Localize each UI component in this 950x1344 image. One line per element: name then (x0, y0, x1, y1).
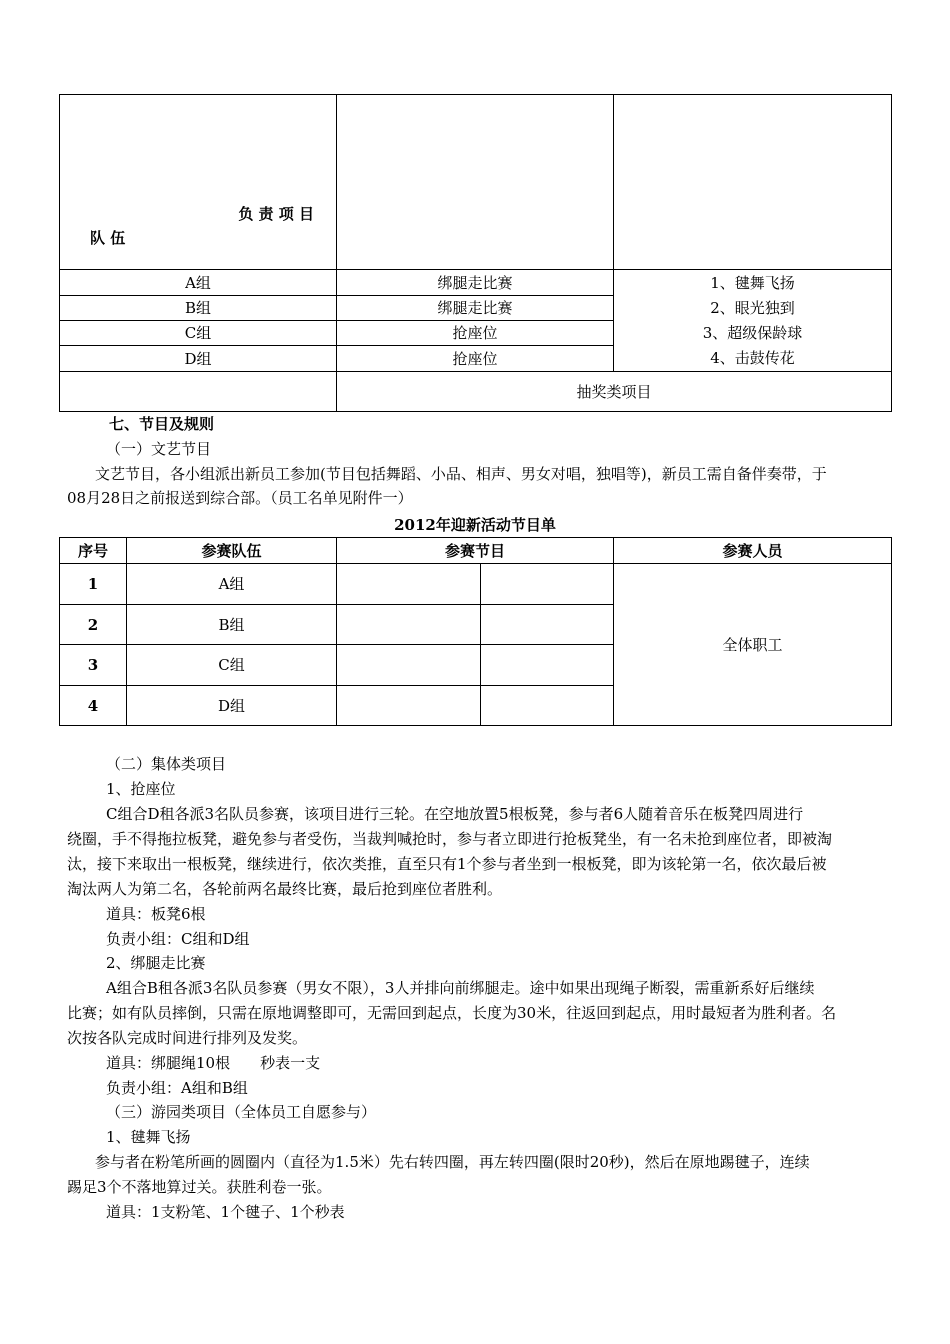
row-number: 3 (60, 645, 127, 686)
lottery-cell: 抽奖类项目 (337, 372, 892, 412)
team-cell: C组 (60, 321, 337, 346)
team-cell: A组 (60, 270, 337, 296)
game-item: 1、毽舞飞扬 (710, 273, 795, 292)
empty-cell (481, 645, 614, 686)
item-title: 1、抢座位 (106, 780, 176, 798)
program-table-title: 2012年迎新活动节目单 (394, 516, 556, 534)
empty-cell (337, 605, 481, 645)
team-cell: A组 (127, 564, 337, 605)
row-number: 4 (60, 686, 127, 726)
paragraph-line: 参与者在粉笔所画的圆圈内（直径为1.5米）先右转四圈，再左转四圈(限时20秒)，然后在原地踢毽子，连续 (95, 1153, 810, 1171)
empty-cell (481, 686, 614, 726)
project-cell: 抢座位 (337, 321, 614, 346)
empty-cell (337, 564, 481, 605)
subsection-heading: （三）游园类项目（全体员工自愿参与） (106, 1103, 377, 1121)
game-item: 3、超级保龄球 (702, 323, 803, 342)
project-cell: 绑腿走比赛 (337, 270, 614, 296)
team-cell: B组 (127, 605, 337, 645)
subsection-heading: （二）集体类项目 (106, 755, 227, 773)
row-number: 2 (60, 605, 127, 645)
staff-cell: 全体职工 (614, 564, 892, 726)
item-title: 1、毽舞飞扬 (106, 1128, 191, 1146)
project-cell: 抢座位 (337, 346, 614, 372)
paragraph-line: 绕圈，手不得拖拉板凳，避免参与者受伤，当裁判喊抢时，参与者立即进行抢板凳坐，有一名未抢到座位者，即被淘 (67, 830, 833, 848)
empty-cell (60, 372, 337, 412)
props-line: 道具：板凳6根 (106, 905, 206, 923)
header-project: 负 责 项 目 (238, 205, 314, 223)
paragraph-line: 淘汰两人为第二名，各轮前两名最终比赛，最后抢到座位者胜利。 (67, 880, 503, 898)
game-item: 2、眼光独到 (710, 298, 795, 317)
header-cell: 序号 (60, 538, 127, 564)
paragraph-line: 文艺节目，各小组派出新员工参加(节目包括舞蹈、小品、相声、男女对唱，独唱等)，新员工需自备伴奏带，于 (95, 465, 827, 483)
section-heading: 七、节目及规则 (109, 415, 215, 433)
header-team: 队 伍 (90, 229, 126, 247)
team-cell: B组 (60, 296, 337, 321)
subsection-heading: （一）文艺节目 (106, 440, 212, 458)
responsibility-table (59, 94, 892, 412)
team-cell: C组 (127, 645, 337, 686)
row-number: 1 (60, 564, 127, 605)
props-line: 道具：绑腿绳10根 秒表一支 (106, 1054, 321, 1072)
empty-cell (337, 645, 481, 686)
paragraph-line: 汰，接下来取出一根板凳，继续进行，依次类推，直至只有1个参与者坐到一根板凳，即为该轮第一名，依次最后被 (67, 855, 827, 873)
empty-cell (337, 686, 481, 726)
empty-cell (337, 95, 614, 270)
owner-line: 负责小组：C组和D组 (106, 930, 250, 948)
header-cell: 参赛人员 (614, 538, 892, 564)
team-cell: D组 (127, 686, 337, 726)
project-cell: 绑腿走比赛 (337, 296, 614, 321)
paragraph-line: 踢足3个不落地算过关。获胜利卷一张。 (67, 1178, 332, 1196)
header-cell: 参赛节目 (337, 538, 614, 564)
paragraph-line: C组合D租各派3名队员参赛，该项目进行三轮。在空地放置5根板凳，参与者6人随着音乐在板凳四周进行 (106, 805, 804, 823)
paragraph-line: 比赛；如有队员摔倒，只需在原地调整即可，无需回到起点，长度为30米，往返回到起点，用时最短者为胜利者。名 (67, 1004, 837, 1022)
diagonal-header-cell (60, 95, 337, 270)
props-line: 道具：1支粉笔、1个毽子、1个秒表 (106, 1203, 345, 1221)
paragraph-line: 08月28日之前报送到综合部。（员工名单见附件一） (67, 489, 413, 507)
item-title: 2、绑腿走比赛 (106, 954, 206, 972)
program-table (59, 537, 892, 726)
games-cell (614, 270, 892, 372)
empty-cell (481, 564, 614, 605)
header-cell: 参赛队伍 (127, 538, 337, 564)
paragraph-line: 次按各队完成时间进行排列及发奖。 (67, 1029, 308, 1047)
paragraph-line: A组合B租各派3名队员参赛（男女不限），3人并排向前绑腿走。途中如果出现绳子断裂，需重新系好后继续 (106, 979, 815, 997)
owner-line: 负责小组：A组和B组 (106, 1079, 248, 1097)
team-cell: D组 (60, 346, 337, 372)
empty-cell (481, 605, 614, 645)
empty-cell (614, 95, 892, 270)
game-item: 4、击鼓传花 (710, 348, 795, 367)
